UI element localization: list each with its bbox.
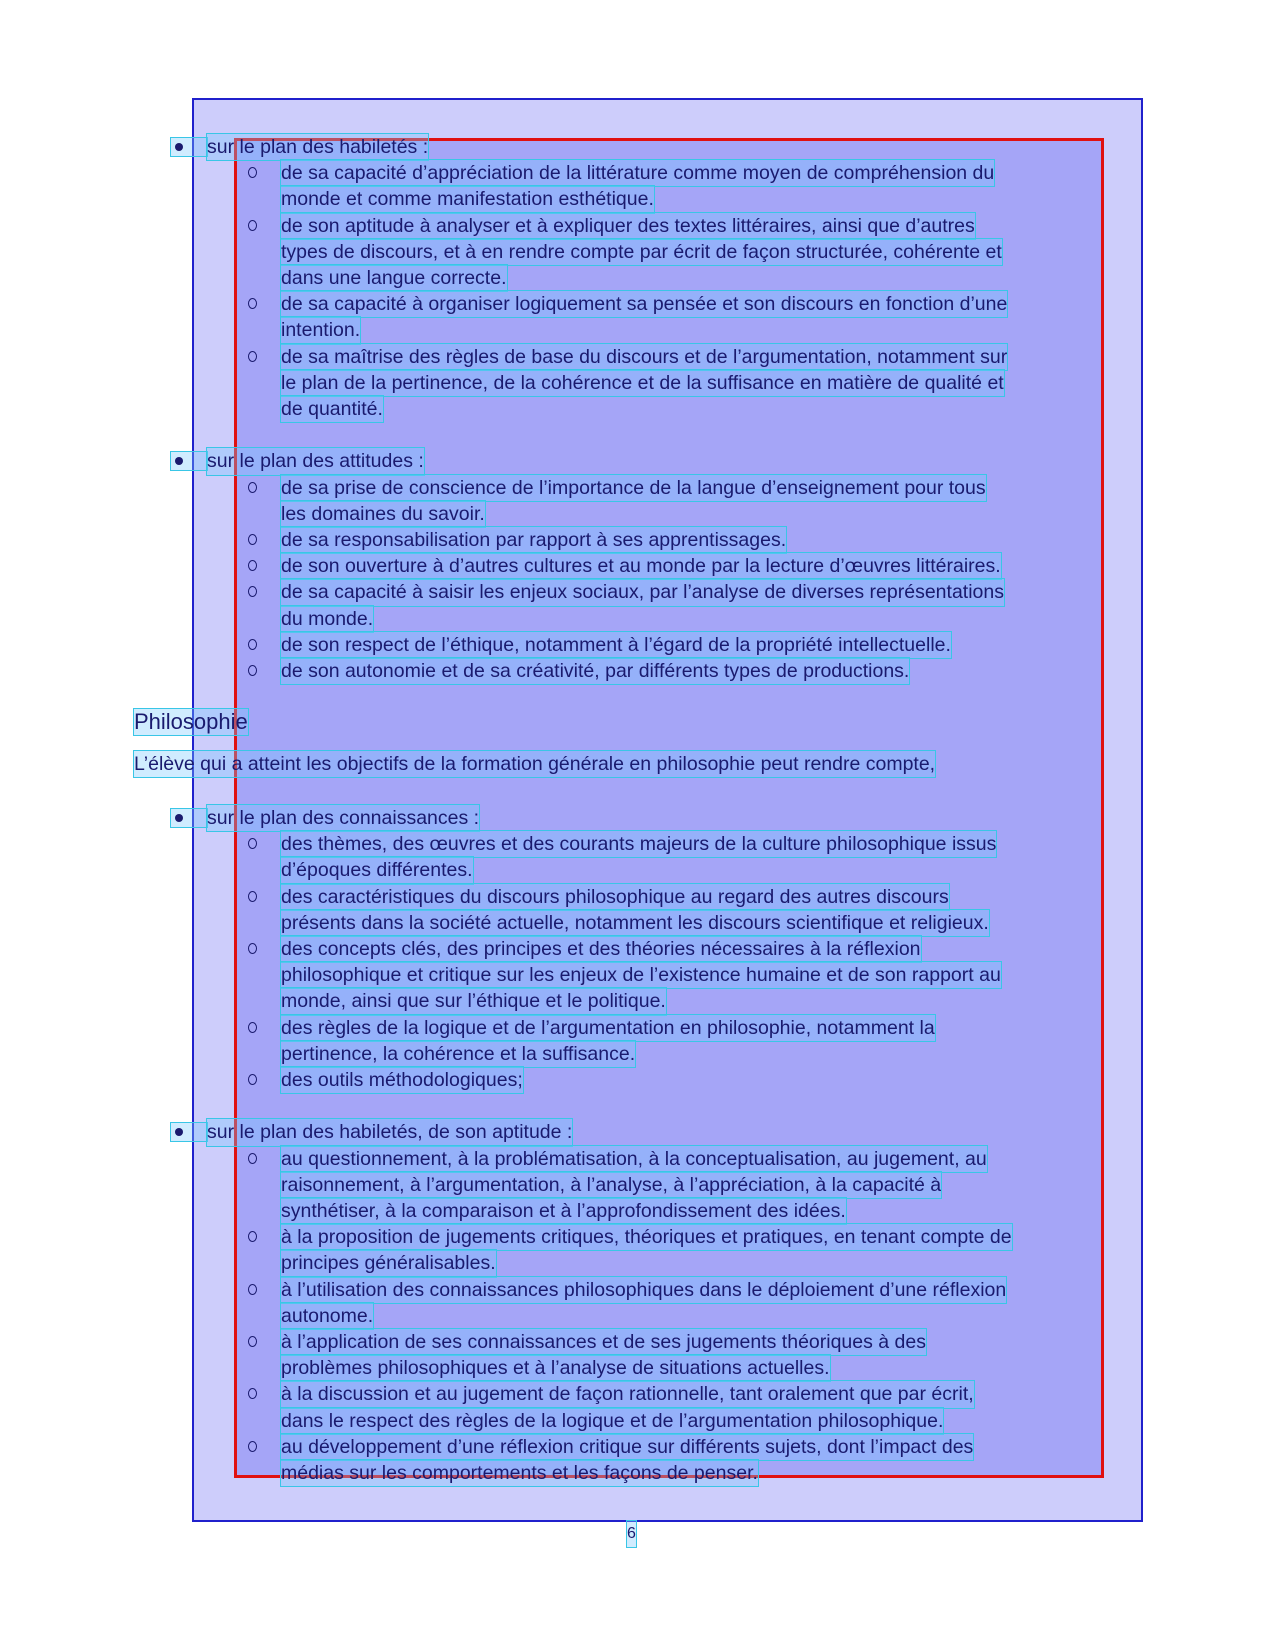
circle-bullet-icon <box>248 891 257 902</box>
list-item-line: types de discours, et à en rendre compte par écrit de façon structurée, cohérente et <box>281 239 1002 265</box>
circle-bullet-icon <box>248 838 257 849</box>
sub-bullet-mark <box>244 527 270 551</box>
sub-bullet-mark <box>244 1015 270 1039</box>
circle-bullet-icon <box>248 1388 257 1399</box>
sub-bullet-mark <box>244 1434 270 1458</box>
circle-bullet-icon <box>248 167 257 178</box>
sub-bullet-mark <box>244 658 270 682</box>
sub-bullet-mark <box>244 160 270 184</box>
sub-bullet-mark <box>244 1381 270 1405</box>
circle-bullet-icon <box>248 1336 257 1347</box>
circle-bullet-icon <box>248 482 257 493</box>
bullet-mark <box>171 452 207 470</box>
sub-bullet-mark <box>244 1146 270 1170</box>
list-item-line: dans le respect des règles de la logique et de l’argumentation philosophique. <box>281 1408 943 1434</box>
sub-bullet-mark <box>244 1329 270 1353</box>
list-item-line: de sa capacité à organiser logiquement sa pensée et son discours en fonction d’une <box>281 291 1007 317</box>
circle-bullet-icon <box>248 1231 257 1242</box>
circle-bullet-icon <box>248 1022 257 1033</box>
list-item-line: des règles de la logique et de l’argumentation en philosophie, notamment la <box>281 1015 935 1041</box>
sub-bullet-mark <box>244 1224 270 1248</box>
list-item-line: les domaines du savoir. <box>281 501 485 527</box>
page-number: 6 <box>627 1521 636 1547</box>
list-item-line: de quantité. <box>281 396 383 422</box>
list-item-line: à l’application de ses connaissances et de ses jugements théoriques à des <box>281 1329 926 1355</box>
circle-bullet-icon <box>248 298 257 309</box>
section-heading: Philosophie <box>134 709 248 734</box>
list-item-line: présents dans la société actuelle, notamment les discours scientifique et religieux. <box>281 910 989 936</box>
list-item-line: d’époques différentes. <box>281 857 473 883</box>
circle-bullet-icon <box>248 1153 257 1164</box>
bullet-mark <box>171 1123 207 1141</box>
circle-bullet-icon <box>248 534 257 545</box>
list-item-line: des outils méthodologiques; <box>281 1067 523 1093</box>
list-item-line: de son ouverture à d’autres cultures et au monde par la lecture d’œuvres littéraires. <box>281 553 1001 579</box>
list-item-line: au développement d’une réflexion critique sur différents sujets, dont l’impact des <box>281 1434 973 1460</box>
sub-bullet-mark <box>244 291 270 315</box>
list-item-line: monde, ainsi que sur l’éthique et le politique. <box>281 988 666 1014</box>
circle-bullet-icon <box>248 1441 257 1452</box>
list-item-line: synthétiser, à la comparaison et à l’approfondissement des idées. <box>281 1198 846 1224</box>
sub-bullet-mark <box>244 1067 270 1091</box>
sub-bullet-mark <box>244 1277 270 1301</box>
list-item-line: de son respect de l’éthique, notamment à l’égard de la propriété intellectuelle. <box>281 632 951 658</box>
bullet-dot-icon <box>175 143 183 151</box>
list-item-line: pertinence, la cohérence et la suffisance. <box>281 1041 635 1067</box>
list-item-line: monde et comme manifestation esthétique. <box>281 186 654 212</box>
sub-bullet-mark <box>244 579 270 603</box>
list-item-line: de sa capacité à saisir les enjeux sociaux, par l’analyse de diverses représentations <box>281 579 1004 605</box>
list-item-line: de sa prise de conscience de l’importance de la langue d’enseignement pour tous <box>281 475 986 501</box>
list-item-line: médias sur les comportements et les façons de penser. <box>281 1460 758 1486</box>
list-item-line: intention. <box>281 317 360 343</box>
list-item-line: de sa capacité d’appréciation de la littérature comme moyen de compréhension du <box>281 160 994 186</box>
list-item-line: à la discussion et au jugement de façon rationnelle, tant oralement que par écrit, <box>281 1381 974 1407</box>
list-item-line: principes généralisables. <box>281 1250 496 1276</box>
list-item-line: le plan de la pertinence, de la cohérence et de la suffisance en matière de qualité et <box>281 370 1004 396</box>
sub-bullet-mark <box>244 475 270 499</box>
sub-bullet-mark <box>244 344 270 368</box>
bullet-mark <box>171 138 207 156</box>
sub-bullet-mark <box>244 831 270 855</box>
section-intro: L’élève qui a atteint les objectifs de la formation générale en philosophie peut rendre compte, <box>134 751 935 777</box>
sub-bullet-mark <box>244 884 270 908</box>
circle-bullet-icon <box>248 1074 257 1085</box>
bullet-dot-icon <box>175 1128 183 1136</box>
bullet-label: sur le plan des attitudes : <box>207 448 424 474</box>
list-item-line: de son autonomie et de sa créativité, par différents types de productions. <box>281 658 909 684</box>
circle-bullet-icon <box>248 220 257 231</box>
list-item-line: des thèmes, des œuvres et des courants majeurs de la culture philosophique issus <box>281 831 996 857</box>
bullet-label: sur le plan des habiletés : <box>207 134 428 160</box>
list-item-line: de sa maîtrise des règles de base du discours et de l’argumentation, notamment sur <box>281 344 1007 370</box>
list-item-line: de son aptitude à analyser et à expliquer des textes littéraires, ainsi que d’autres <box>281 213 975 239</box>
list-item-line: des caractéristiques du discours philosophique au regard des autres discours <box>281 884 949 910</box>
list-item-line: problèmes philosophiques et à l’analyse de situations actuelles. <box>281 1355 830 1381</box>
circle-bullet-icon <box>248 560 257 571</box>
circle-bullet-icon <box>248 665 257 676</box>
bullet-mark <box>171 809 207 827</box>
sub-bullet-mark <box>244 936 270 960</box>
list-item-line: du monde. <box>281 606 373 632</box>
list-item-line: philosophique et critique sur les enjeux de l’existence humaine et de son rapport au <box>281 962 1001 988</box>
list-item-line: raisonnement, à l’argumentation, à l’analyse, à l’appréciation, à la capacité à <box>281 1172 941 1198</box>
bullet-label: sur le plan des connaissances : <box>207 805 479 831</box>
sub-bullet-mark <box>244 632 270 656</box>
bullet-dot-icon <box>175 814 183 822</box>
list-item-line: à la proposition de jugements critiques, théoriques et pratiques, en tenant compte de <box>281 1224 1012 1250</box>
circle-bullet-icon <box>248 351 257 362</box>
list-item-line: des concepts clés, des principes et des théories nécessaires à la réflexion <box>281 936 921 962</box>
sub-bullet-mark <box>244 553 270 577</box>
list-item-line: au questionnement, à la problématisation, à la conceptualisation, au jugement, au <box>281 1146 987 1172</box>
bullet-label: sur le plan des habiletés, de son aptitude : <box>207 1119 572 1145</box>
circle-bullet-icon <box>248 586 257 597</box>
circle-bullet-icon <box>248 943 257 954</box>
bullet-dot-icon <box>175 457 183 465</box>
list-item-line: dans une langue correcte. <box>281 265 507 291</box>
circle-bullet-icon <box>248 1284 257 1295</box>
list-item-line: de sa responsabilisation par rapport à ses apprentissages. <box>281 527 786 553</box>
list-item-line: à l’utilisation des connaissances philosophiques dans le déploiement d’une réflexion <box>281 1277 1006 1303</box>
circle-bullet-icon <box>248 639 257 650</box>
sub-bullet-mark <box>244 213 270 237</box>
list-item-line: autonome. <box>281 1303 373 1329</box>
